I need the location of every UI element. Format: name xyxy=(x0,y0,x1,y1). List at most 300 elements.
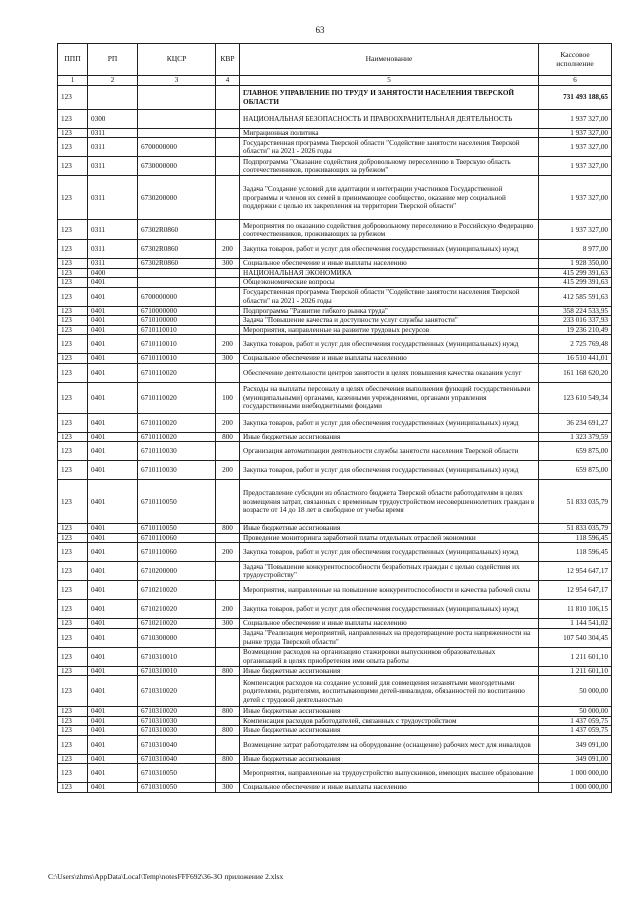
table-row xyxy=(58,86,612,110)
cell-kcsr: 67302R0860 xyxy=(138,240,216,259)
cell-rp: 0401 xyxy=(88,461,138,480)
cell-sum: 1 928 350,00 xyxy=(539,259,612,268)
cell-sum: 118 596,45 xyxy=(539,533,612,542)
cell-ppp: 123 xyxy=(58,461,88,480)
cell-kvr: 200 xyxy=(216,600,240,619)
table-row xyxy=(58,480,612,524)
cell-sum: 12 954 647,17 xyxy=(539,581,612,600)
cell-rp: 0401 xyxy=(88,619,138,628)
cell-sum: 1 437 059,75 xyxy=(539,726,612,735)
cell-name: Проведение мониторинга заработной платы отдельных отраслей экономики xyxy=(240,533,539,542)
table-row xyxy=(58,533,612,542)
cell-kvr xyxy=(216,442,240,461)
cell-name: Иные бюджетные ассигнования xyxy=(240,432,539,441)
cell-name: Расходы на выплаты персоналу в целях обеспечения выполнения функций государственными (муниципальными) органами, казенными учреждениями, органами управления государственными внебюджетными фондами xyxy=(240,382,539,413)
cell-name: Иные бюджетные ассигнования xyxy=(240,754,539,763)
table-row xyxy=(58,581,612,600)
cell-rp: 0401 xyxy=(88,524,138,533)
cell-kvr xyxy=(216,268,240,277)
cell-ppp: 123 xyxy=(58,480,88,524)
cell-ppp: 123 xyxy=(58,676,88,707)
table-row xyxy=(58,726,612,735)
table-row xyxy=(58,316,612,325)
table-row xyxy=(58,666,612,675)
cell-ppp: 123 xyxy=(58,562,88,581)
cell-kcsr: 6730000000 xyxy=(138,157,216,176)
cell-name: Иные бюджетные ассигнования xyxy=(240,726,539,735)
cell-kcsr: 6710110020 xyxy=(138,413,216,432)
cell-kcsr: 6710110010 xyxy=(138,354,216,363)
cell-kcsr xyxy=(138,278,216,287)
cell-sum: 50 000,00 xyxy=(539,707,612,716)
cell-name: Мероприятия по оказанию содействия добровольному переселению в Российскую Федерацию соотечественников, проживающих за рубежом xyxy=(240,220,539,240)
table-row xyxy=(58,442,612,461)
cell-name: Социальное обеспечение и иные выплаты населению xyxy=(240,783,539,792)
cell-sum: 412 585 591,63 xyxy=(539,287,612,306)
cell-sum: 8 977,00 xyxy=(539,240,612,259)
cell-sum: 1 937 327,00 xyxy=(539,220,612,240)
cell-kcsr: 6710110030 xyxy=(138,442,216,461)
cell-name: Закупка товаров, работ и услуг для обеспечения государственных (муниципальных) нужд xyxy=(240,600,539,619)
cell-rp: 0401 xyxy=(88,543,138,562)
cell-rp: 0400 xyxy=(88,268,138,277)
cell-name: Закупка товаров, работ и услуг для обеспечения государственных (муниципальных) нужд xyxy=(240,413,539,432)
cell-kcsr: 6700000000 xyxy=(138,287,216,306)
cell-sum: 161 168 620,20 xyxy=(539,363,612,382)
cell-kcsr: 6710310030 xyxy=(138,726,216,735)
cell-rp xyxy=(88,86,138,110)
cell-name: Подпрограмма "Развитие гибкого рынка труда" xyxy=(240,306,539,315)
table-row xyxy=(58,764,612,783)
table-row xyxy=(58,735,612,754)
table-row xyxy=(58,716,612,725)
cell-kcsr xyxy=(138,86,216,110)
cell-name: Государственная программа Тверской области "Содействие занятости населения Тверской области" на 2021 - 2026 годы xyxy=(240,287,539,306)
cell-kvr xyxy=(216,764,240,783)
cell-ppp: 123 xyxy=(58,647,88,666)
header-kvr: КВР xyxy=(216,44,240,76)
cell-ppp: 123 xyxy=(58,129,88,138)
cell-ppp: 123 xyxy=(58,783,88,792)
cell-name: Возмещение затрат работодателям на оборудование (оснащение) рабочих мест для инвалидов xyxy=(240,735,539,754)
cell-sum: 659 875,00 xyxy=(539,461,612,480)
cell-name: Закупка товаров, работ и услуг для обеспечения государственных (муниципальных) нужд xyxy=(240,240,539,259)
cell-kcsr: 6710110050 xyxy=(138,524,216,533)
cell-kvr xyxy=(216,306,240,315)
cell-kcsr: 6710110060 xyxy=(138,543,216,562)
cell-kcsr: 6710110030 xyxy=(138,461,216,480)
cell-kcsr xyxy=(138,129,216,138)
cell-kvr xyxy=(216,363,240,382)
cell-kvr: 800 xyxy=(216,666,240,675)
header-rp: РП xyxy=(88,44,138,76)
cell-kcsr: 6710110020 xyxy=(138,382,216,413)
cell-ppp: 123 xyxy=(58,220,88,240)
cell-kvr: 300 xyxy=(216,354,240,363)
cell-ppp: 123 xyxy=(58,363,88,382)
cell-rp: 0401 xyxy=(88,480,138,524)
cell-kcsr: 67302R0860 xyxy=(138,220,216,240)
cell-kcsr: 6710310050 xyxy=(138,783,216,792)
cell-ppp: 123 xyxy=(58,432,88,441)
cell-kcsr: 6710310050 xyxy=(138,764,216,783)
cell-name: Иные бюджетные ассигнования xyxy=(240,707,539,716)
cell-sum: 2 725 769,48 xyxy=(539,335,612,354)
cell-ppp: 123 xyxy=(58,354,88,363)
cell-kvr: 300 xyxy=(216,783,240,792)
cell-rp: 0401 xyxy=(88,533,138,542)
cell-rp: 0401 xyxy=(88,783,138,792)
cell-name: Организация автоматизации деятельности службы занятости населения Тверской области xyxy=(240,442,539,461)
table-row xyxy=(58,278,612,287)
cell-ppp: 123 xyxy=(58,628,88,647)
table-row xyxy=(58,413,612,432)
cell-sum: 1 000 000,00 xyxy=(539,783,612,792)
page-number: 63 xyxy=(315,25,325,35)
table-row xyxy=(58,363,612,382)
cell-name: Компенсация расходов работодателей, связанных с трудоустройством xyxy=(240,716,539,725)
table-row xyxy=(58,335,612,354)
cell-rp: 0401 xyxy=(88,628,138,647)
cell-rp: 0401 xyxy=(88,647,138,666)
cell-name: Мероприятия, направленные на повышение конкурентоспособности и качества рабочей силы xyxy=(240,581,539,600)
cell-kvr xyxy=(216,325,240,334)
cell-rp: 0401 xyxy=(88,600,138,619)
table-row xyxy=(58,524,612,533)
cell-name: Социальное обеспечение и иные выплаты населению xyxy=(240,259,539,268)
cell-rp: 0401 xyxy=(88,764,138,783)
table-row xyxy=(58,600,612,619)
column-number: 4 xyxy=(216,76,240,86)
cell-ppp: 123 xyxy=(58,176,88,220)
cell-kcsr: 6710310020 xyxy=(138,676,216,707)
cell-kvr xyxy=(216,129,240,138)
cell-ppp: 123 xyxy=(58,268,88,277)
cell-ppp: 123 xyxy=(58,533,88,542)
cell-ppp: 123 xyxy=(58,581,88,600)
table-row xyxy=(58,259,612,268)
table-row xyxy=(58,543,612,562)
cell-ppp: 123 xyxy=(58,110,88,129)
table-row xyxy=(58,461,612,480)
table-row xyxy=(58,306,612,315)
cell-kcsr: 6730200000 xyxy=(138,176,216,220)
cell-rp: 0311 xyxy=(88,259,138,268)
cell-kvr xyxy=(216,86,240,110)
table-row xyxy=(58,325,612,334)
budget-execution-table xyxy=(57,43,612,793)
cell-ppp: 123 xyxy=(58,287,88,306)
cell-ppp: 123 xyxy=(58,707,88,716)
cell-ppp: 123 xyxy=(58,316,88,325)
cell-name: Подпрограмма "Оказание содействия добровольному переселению в Тверскую область соотечественников, проживающих за рубежом" xyxy=(240,157,539,176)
cell-sum: 1 323 379,59 xyxy=(539,432,612,441)
cell-sum: 107 540 304,45 xyxy=(539,628,612,647)
file-path-footer: C:\Users\zhms\AppData\Local\Temp\notesFFF692\36-ЗО приложение 2.xlsx xyxy=(48,872,284,881)
table-row xyxy=(58,619,612,628)
cell-name: НАЦИОНАЛЬНАЯ ЭКОНОМИКА xyxy=(240,268,539,277)
cell-kvr: 200 xyxy=(216,335,240,354)
cell-ppp: 123 xyxy=(58,335,88,354)
cell-rp: 0401 xyxy=(88,581,138,600)
cell-rp: 0401 xyxy=(88,442,138,461)
cell-rp: 0401 xyxy=(88,754,138,763)
table-row xyxy=(58,647,612,666)
cell-kcsr: 6710310040 xyxy=(138,735,216,754)
table-row xyxy=(58,354,612,363)
cell-rp: 0300 xyxy=(88,110,138,129)
cell-kvr xyxy=(216,716,240,725)
cell-ppp: 123 xyxy=(58,382,88,413)
column-number-row xyxy=(58,76,612,86)
cell-name: Задача "Повышение качества и доступности услуг службы занятости" xyxy=(240,316,539,325)
cell-ppp: 123 xyxy=(58,86,88,110)
cell-kvr: 800 xyxy=(216,726,240,735)
cell-name: Социальное обеспечение и иные выплаты населению xyxy=(240,354,539,363)
table-header-row xyxy=(58,44,612,76)
cell-sum: 1 211 601,10 xyxy=(539,647,612,666)
cell-name: Компенсация расходов на создание условий для совмещения незанятыми многодетными родителями, родителями, воспитывающими детей-инвалидов, обязанностей по воспитанию детей с трудовой деятельностью xyxy=(240,676,539,707)
cell-name: Закупка товаров, работ и услуг для обеспечения государственных (муниципальных) нужд xyxy=(240,543,539,562)
cell-kvr: 800 xyxy=(216,707,240,716)
cell-name: Иные бюджетные ассигнования xyxy=(240,666,539,675)
cell-kvr: 100 xyxy=(216,382,240,413)
cell-sum: 1 937 327,00 xyxy=(539,129,612,138)
column-number: 6 xyxy=(539,76,612,86)
cell-sum: 349 091,00 xyxy=(539,754,612,763)
cell-kvr xyxy=(216,220,240,240)
cell-sum: 51 833 035,79 xyxy=(539,524,612,533)
cell-kvr: 800 xyxy=(216,432,240,441)
cell-rp: 0311 xyxy=(88,240,138,259)
header-ppp: ППП xyxy=(58,44,88,76)
cell-sum: 1 437 059,75 xyxy=(539,716,612,725)
cell-rp: 0401 xyxy=(88,716,138,725)
cell-kvr xyxy=(216,287,240,306)
cell-ppp: 123 xyxy=(58,764,88,783)
cell-rp: 0401 xyxy=(88,382,138,413)
cell-kvr xyxy=(216,628,240,647)
cell-ppp: 123 xyxy=(58,716,88,725)
cell-kvr xyxy=(216,316,240,325)
cell-sum: 19 236 210,49 xyxy=(539,325,612,334)
cell-rp: 0401 xyxy=(88,413,138,432)
cell-kcsr xyxy=(138,110,216,129)
cell-kvr xyxy=(216,647,240,666)
cell-sum: 233 016 337,93 xyxy=(539,316,612,325)
cell-ppp: 123 xyxy=(58,306,88,315)
cell-name: Задача "Реализация мероприятий, направленных на предотвращение роста напряженности на рынке труда Тверской области" xyxy=(240,628,539,647)
cell-kcsr: 6710310020 xyxy=(138,707,216,716)
cell-kcsr: 6710000000 xyxy=(138,306,216,315)
column-number: 2 xyxy=(88,76,138,86)
cell-rp: 0401 xyxy=(88,707,138,716)
cell-kcsr: 6710310030 xyxy=(138,716,216,725)
cell-sum: 358 224 533,95 xyxy=(539,306,612,315)
table-row xyxy=(58,707,612,716)
header-name: Наименование xyxy=(240,44,539,76)
cell-name: Мероприятия, направленные на развитие трудовых ресурсов xyxy=(240,325,539,334)
cell-sum: 731 493 188,65 xyxy=(539,86,612,110)
cell-kvr xyxy=(216,110,240,129)
cell-kvr: 200 xyxy=(216,240,240,259)
cell-kvr: 200 xyxy=(216,543,240,562)
cell-sum: 659 875,00 xyxy=(539,442,612,461)
cell-kvr xyxy=(216,581,240,600)
cell-sum: 1 937 327,00 xyxy=(539,110,612,129)
cell-ppp: 123 xyxy=(58,259,88,268)
cell-kcsr: 6710210020 xyxy=(138,619,216,628)
cell-rp: 0401 xyxy=(88,306,138,315)
cell-kvr: 800 xyxy=(216,524,240,533)
cell-kvr xyxy=(216,735,240,754)
cell-sum: 11 810 106,15 xyxy=(539,600,612,619)
cell-sum: 51 833 035,79 xyxy=(539,480,612,524)
cell-kvr xyxy=(216,157,240,176)
cell-sum: 118 596,45 xyxy=(539,543,612,562)
cell-rp: 0401 xyxy=(88,335,138,354)
cell-ppp: 123 xyxy=(58,278,88,287)
table-row xyxy=(58,157,612,176)
table-row xyxy=(58,382,612,413)
cell-ppp: 123 xyxy=(58,726,88,735)
cell-rp: 0311 xyxy=(88,220,138,240)
cell-kcsr: 6710110010 xyxy=(138,335,216,354)
cell-kvr xyxy=(216,480,240,524)
cell-sum: 16 510 441,01 xyxy=(539,354,612,363)
column-number: 5 xyxy=(240,76,539,86)
column-number: 1 xyxy=(58,76,88,86)
cell-kcsr: 67302R0860 xyxy=(138,259,216,268)
cell-kvr xyxy=(216,278,240,287)
cell-rp: 0401 xyxy=(88,676,138,707)
cell-rp: 0311 xyxy=(88,157,138,176)
cell-name: Социальное обеспечение и иные выплаты населению xyxy=(240,619,539,628)
cell-name: Задача "Повышение конкурентоспособности безработных граждан с целью содействия их трудоустройству" xyxy=(240,562,539,581)
cell-rp: 0401 xyxy=(88,363,138,382)
header-kcsr: КЦСР xyxy=(138,44,216,76)
cell-rp: 0401 xyxy=(88,287,138,306)
cell-kcsr: 6710200000 xyxy=(138,562,216,581)
cell-rp: 0401 xyxy=(88,562,138,581)
cell-kcsr: 6710110020 xyxy=(138,363,216,382)
cell-rp: 0401 xyxy=(88,666,138,675)
cell-name: ГЛАВНОЕ УПРАВЛЕНИЕ ПО ТРУДУ И ЗАНЯТОСТИ НАСЕЛЕНИЯ ТВЕРСКОЙ ОБЛАСТИ xyxy=(240,86,539,110)
cell-sum: 1 144 541,02 xyxy=(539,619,612,628)
cell-kcsr: 6710110060 xyxy=(138,533,216,542)
cell-kcsr: 6710300000 xyxy=(138,628,216,647)
cell-name: Общеэкономические вопросы xyxy=(240,278,539,287)
cell-sum: 1 937 327,00 xyxy=(539,138,612,157)
cell-sum: 415 299 391,63 xyxy=(539,278,612,287)
cell-ppp: 123 xyxy=(58,735,88,754)
cell-rp: 0401 xyxy=(88,735,138,754)
cell-rp: 0401 xyxy=(88,432,138,441)
cell-ppp: 123 xyxy=(58,543,88,562)
table-row xyxy=(58,220,612,240)
cell-sum: 1 937 327,00 xyxy=(539,176,612,220)
cell-kcsr: 6710310040 xyxy=(138,754,216,763)
cell-kvr: 800 xyxy=(216,754,240,763)
table-row xyxy=(58,783,612,792)
table-row xyxy=(58,754,612,763)
cell-rp: 0401 xyxy=(88,325,138,334)
cell-kcsr: 6710110010 xyxy=(138,325,216,334)
cell-sum: 349 091,00 xyxy=(539,735,612,754)
cell-kvr xyxy=(216,533,240,542)
cell-name: Миграционная политика xyxy=(240,129,539,138)
cell-kvr xyxy=(216,562,240,581)
table-row xyxy=(58,110,612,129)
table-row xyxy=(58,628,612,647)
table-row xyxy=(58,287,612,306)
cell-name: Мероприятия, направленные на трудоустройство выпускников, имеющих высшее образование xyxy=(240,764,539,783)
cell-sum: 1 211 601,10 xyxy=(539,666,612,675)
cell-sum: 12 954 647,17 xyxy=(539,562,612,581)
cell-kvr: 200 xyxy=(216,461,240,480)
cell-sum: 50 000,00 xyxy=(539,676,612,707)
cell-kcsr: 6710210020 xyxy=(138,600,216,619)
cell-rp: 0401 xyxy=(88,316,138,325)
cell-kcsr: 6710210020 xyxy=(138,581,216,600)
cell-ppp: 123 xyxy=(58,754,88,763)
cell-rp: 0401 xyxy=(88,278,138,287)
cell-sum: 415 299 391,63 xyxy=(539,268,612,277)
cell-ppp: 123 xyxy=(58,413,88,432)
cell-name: Обеспечение деятельности центров занятости в целях повышения качества оказания услуг xyxy=(240,363,539,382)
cell-kvr: 300 xyxy=(216,619,240,628)
table-row xyxy=(58,562,612,581)
cell-sum: 1 000 000,00 xyxy=(539,764,612,783)
cell-kcsr: 6700000000 xyxy=(138,138,216,157)
cell-kcsr: 6710110050 xyxy=(138,480,216,524)
table-row xyxy=(58,676,612,707)
cell-kcsr xyxy=(138,268,216,277)
cell-name: Возмещение расходов на организацию стажировки выпускников образовательных организаций в целях приобретения ими опыта работы xyxy=(240,647,539,666)
cell-kcsr: 6710310010 xyxy=(138,666,216,675)
cell-name: Задача "Создание условий для адаптации и интеграции участников Государственной программы и членов их семей в принимающее сообщество, оказание мер социальной поддержки с целью их закрепления на территории Тверской области" xyxy=(240,176,539,220)
cell-kvr xyxy=(216,138,240,157)
table-row xyxy=(58,268,612,277)
cell-kvr: 300 xyxy=(216,259,240,268)
cell-name: Закупка товаров, работ и услуг для обеспечения государственных (муниципальных) нужд xyxy=(240,335,539,354)
table-row xyxy=(58,432,612,441)
table-row xyxy=(58,138,612,157)
cell-ppp: 123 xyxy=(58,442,88,461)
cell-name: Государственная программа Тверской области "Содействие занятости населения Тверской области" на 2021 - 2026 годы xyxy=(240,138,539,157)
table-row xyxy=(58,129,612,138)
cell-ppp: 123 xyxy=(58,600,88,619)
header-cash-execution: Кассовое исполнение xyxy=(539,44,612,76)
table-row xyxy=(58,240,612,259)
cell-ppp: 123 xyxy=(58,325,88,334)
cell-ppp: 123 xyxy=(58,240,88,259)
cell-name: Закупка товаров, работ и услуг для обеспечения государственных (муниципальных) нужд xyxy=(240,461,539,480)
cell-sum: 1 937 327,00 xyxy=(539,157,612,176)
cell-rp: 0311 xyxy=(88,138,138,157)
cell-name: НАЦИОНАЛЬНАЯ БЕЗОПАСНОСТЬ И ПРАВООХРАНИТЕЛЬНАЯ ДЕЯТЕЛЬНОСТЬ xyxy=(240,110,539,129)
cell-rp: 0311 xyxy=(88,129,138,138)
cell-rp: 0401 xyxy=(88,354,138,363)
cell-sum: 123 610 549,34 xyxy=(539,382,612,413)
cell-ppp: 123 xyxy=(58,157,88,176)
cell-ppp: 123 xyxy=(58,138,88,157)
cell-kvr: 200 xyxy=(216,413,240,432)
cell-rp: 0401 xyxy=(88,726,138,735)
cell-rp: 0311 xyxy=(88,176,138,220)
cell-kcsr: 6710310010 xyxy=(138,647,216,666)
cell-ppp: 123 xyxy=(58,666,88,675)
